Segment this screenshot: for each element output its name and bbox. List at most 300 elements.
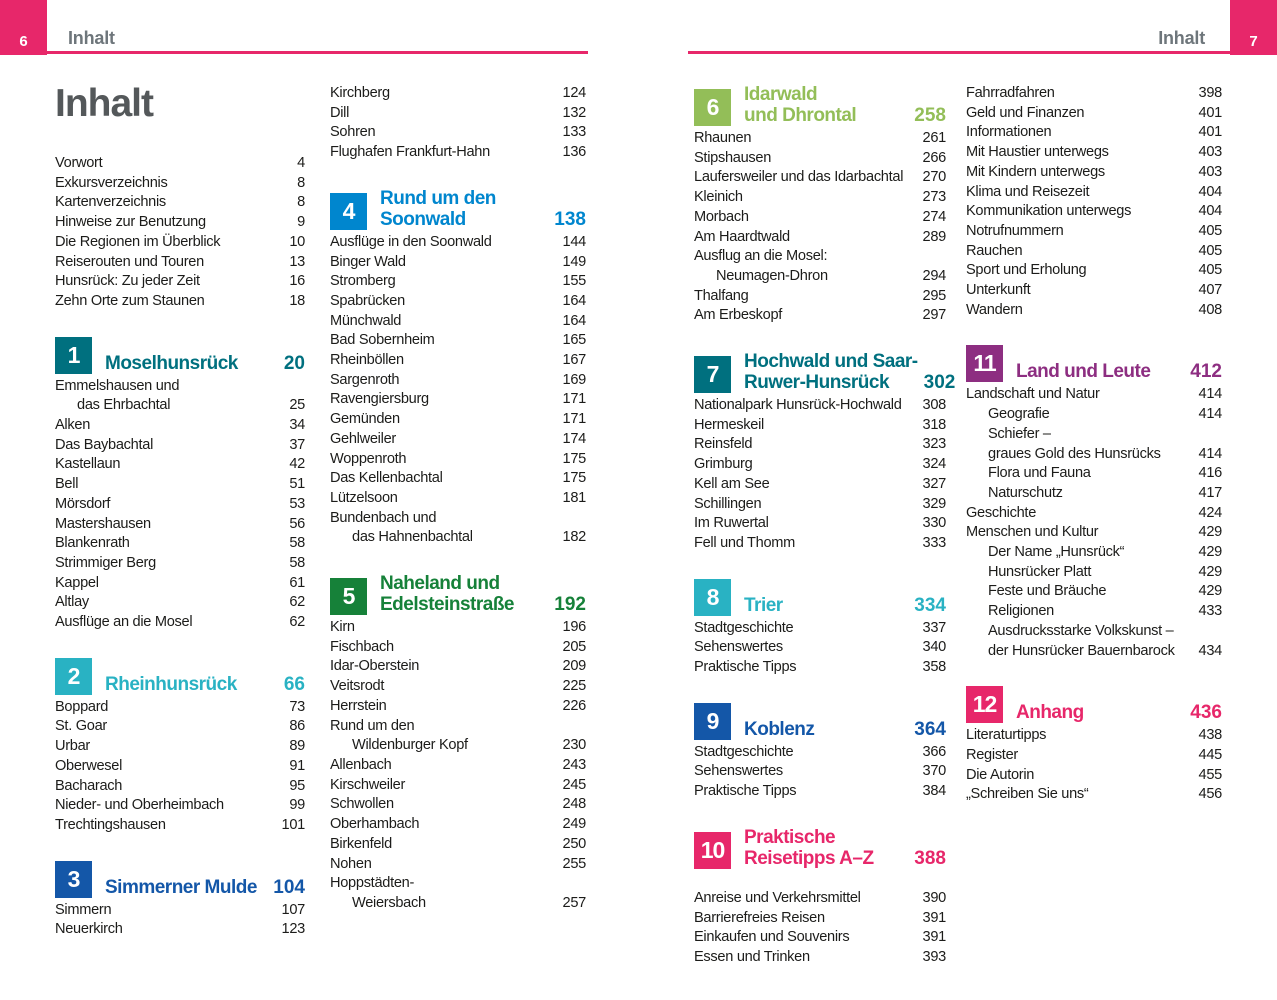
toc-entry [966,523,1222,543]
toc-entry [330,776,586,796]
toc-entry-page: 429 [1198,563,1222,580]
toc-entry-page: 391 [922,909,946,926]
toc-entry-label: Nohen [330,855,372,872]
toc-entry [55,534,305,554]
toc-column-2 [330,84,586,914]
toc-entry [55,292,305,312]
toc-entry-page: 393 [922,948,946,965]
toc-entry-page: 333 [922,534,946,551]
toc-entry-page: 433 [1198,603,1222,620]
toc-entry-page: 429 [1198,524,1222,541]
chapter-title-line: Land und Leute [1016,361,1151,383]
toc-entry [330,894,586,914]
toc-entry-label: das Hahnenbachtal [352,529,473,546]
toc-entry-page: 144 [562,233,586,250]
toc-entry [694,416,946,436]
toc-entry-label: Nationalpark Hunsrück-Hochwald [694,397,902,414]
toc-entry-page: 429 [1198,544,1222,561]
toc-entry [55,554,305,574]
chapter-number-badge: 10 [694,832,731,869]
toc-entry [694,306,946,326]
toc-entry-label: Kirchberg [330,85,390,101]
chapter-title [744,827,874,869]
toc-entry-page: 243 [562,756,586,773]
toc-entry [694,909,946,929]
toc-entry-label: Die Autorin [966,766,1035,783]
toc-entry [966,504,1222,524]
toc-entry [330,143,586,163]
toc-entry-page: 261 [922,130,946,146]
toc-entry-page: 169 [562,371,586,388]
toc-entry [694,619,946,639]
toc-entry-label: Fell und Thomm [694,534,795,551]
toc-entry-label: Am Haardtwald [694,228,790,245]
toc-entry-page: 8 [297,174,305,191]
toc-entry-page: 99 [289,797,305,814]
toc-entry-page: 417 [1198,484,1222,501]
toc-entry [330,489,586,509]
toc-entry-label: Ausflüge an die Mosel [55,614,193,631]
toc-entry-label: der Hunsrücker Bauernbarock [988,642,1175,659]
toc-entry-page: 51 [289,476,305,493]
chapter-title-line: Trier [744,594,783,616]
toc-entry-page: 62 [289,614,305,631]
toc-entry-label: Hinweise zur Benutzung [55,214,206,231]
toc-entry-page: 330 [922,515,946,532]
toc-entry-page: 323 [922,436,946,453]
toc-entry-page: 61 [289,574,305,591]
toc-entry-label: Ausflug an die Mosel: [694,248,828,265]
toc-entry-label: Strimmiger Berg [55,554,156,571]
toc-entry [966,484,1222,504]
toc-entry-page: 58 [289,535,305,552]
toc-entry-label: Lützelsoon [330,489,398,506]
toc-entry-page: 289 [922,228,946,245]
toc-entry-page: 327 [922,475,946,492]
toc-entry-label: Thalfang [694,287,749,304]
toc-entry-label: St. Goar [55,718,107,735]
toc-entry-page: 429 [1198,583,1222,600]
toc-entry [966,642,1222,662]
toc-entry-page: 249 [562,816,586,833]
chapter-page-number: 436 [1190,702,1222,724]
toc-entry-label: Hunsrück: Zu jeder Zeit [55,273,200,290]
toc-entry [966,163,1222,183]
toc-entry [55,436,305,456]
toc-entry-label: Geografie [988,406,1050,423]
toc-entry [966,104,1222,124]
toc-entry [330,697,586,717]
chapter-page-number: 334 [914,594,946,616]
toc-entry [966,123,1222,143]
toc-entry [966,726,1222,746]
toc-entry [55,193,305,213]
toc-entry-page: 404 [1198,183,1222,200]
toc-entry-label: graues Gold des Hunsrücks [988,445,1161,462]
toc-entry [55,475,305,495]
chapter-page-number: 20 [283,352,305,374]
toc-entry-list [694,743,946,802]
toc-entry-list [966,385,1222,661]
toc-entry [55,574,305,594]
toc-column-3 [694,84,956,968]
chapter-page-number: 412 [1190,361,1222,383]
toc-entry-page: 164 [562,312,586,329]
toc-entry [966,563,1222,583]
toc-entry-list [694,889,946,968]
toc-entry [330,657,586,677]
toc-entry [966,143,1222,163]
chapter-number-badge: 11 [966,345,1003,382]
toc-entry-label: Kirschweiler [330,776,406,793]
toc-entry-page: 132 [562,104,586,121]
toc-entry-page: 167 [562,352,586,369]
toc-entry [330,84,586,104]
chapter-heading [330,573,586,615]
toc-entry [694,948,946,968]
chapter-number-badge: 1 [55,337,92,374]
toc-entry-page: 37 [289,436,305,453]
toc-entry [330,272,586,292]
toc-entry-page: 398 [1198,85,1222,101]
toc-entry-list [330,618,586,914]
toc-entry [694,168,946,188]
toc-entry [966,602,1222,622]
chapter-page-number: 302 [923,372,956,394]
toc-entry-page: 257 [562,894,586,911]
toc-entry-label: Sohren [330,124,376,141]
toc-entry-label: Unterkunft [966,282,1031,299]
toc-entry [330,430,586,450]
toc-entry-page: 86 [289,718,305,735]
toc-entry [966,84,1222,104]
toc-entry-label: Stromberg [330,273,396,290]
toc-entry [55,213,305,233]
chapter-number-badge: 12 [966,686,1003,723]
toc-entry [330,677,586,697]
toc-entry [330,528,586,548]
toc-entry-label: Essen und Trinken [694,948,810,965]
toc-entry-label: Blankenrath [55,535,130,552]
toc-entry-page: 174 [562,430,586,447]
toc-entry [966,622,1222,642]
toc-entry [694,762,946,782]
toc-entry [694,287,946,307]
toc-entry [330,371,586,391]
toc-entry-label: Vorwort [55,155,103,171]
toc-entry-label: Bacharach [55,777,123,794]
toc-entry-label: Gehlweiler [330,430,396,447]
toc-entry-page: 250 [562,835,586,852]
toc-entry [330,874,586,894]
toc-entry-page: 230 [562,737,586,754]
toc-entry [966,301,1222,321]
toc-entry [55,253,305,273]
toc-entry-page: 366 [922,743,946,760]
toc-entry-label: Trechtingshausen [55,816,166,833]
toc-entry [55,920,305,940]
toc-entry-page: 438 [1198,727,1222,744]
toc-entry-list [694,129,946,326]
toc-entry [966,785,1222,805]
toc-entry-label: Fahrradfahren [966,85,1055,101]
toc-entry-label: Sargenroth [330,371,400,388]
toc-entry-label: Altlay [55,594,89,611]
toc-entry-label: Reiserouten und Touren [55,253,204,270]
toc-entry-label: Feste und Bräuche [988,583,1107,600]
toc-entry-page: 171 [562,411,586,428]
right-page-number-box [1230,0,1277,55]
toc-entry [694,228,946,248]
chapter-title-line: Idarwald [744,84,818,105]
toc-entry [694,475,946,495]
chapter-title [744,351,918,393]
toc-entry-page: 297 [922,307,946,324]
toc-entry-label: Landschaft und Natur [966,386,1100,403]
toc-entry-label: Klima und Reisezeit [966,183,1090,200]
toc-entry-label: Simmern [55,901,112,918]
chapter-title-line: Soonwald [380,208,466,230]
toc-entry [330,331,586,351]
toc-entry [330,104,586,124]
toc-entry-page: 53 [289,495,305,512]
toc-entry [694,247,946,267]
toc-entry-list [694,396,946,554]
toc-entry-label: „Schreiben Sie uns“ [966,786,1089,803]
toc-entry [55,613,305,633]
toc-entry-page: 123 [281,921,305,938]
chapter-title [380,573,514,615]
toc-entry-page: 414 [1198,445,1222,462]
toc-entry-page: 226 [562,697,586,714]
toc-entry-page: 407 [1198,282,1222,299]
toc-entry-label: Kleinich [694,189,743,206]
toc-entry [694,435,946,455]
toc-entry-page: 16 [289,273,305,290]
toc-entry-label: Münchwald [330,312,402,329]
toc-entry-label: Grimburg [694,456,753,473]
toc-entry-label: Naturschutz [988,484,1063,501]
toc-entry-page: 101 [281,816,305,833]
toc-entry-label: Birkenfeld [330,835,392,852]
chapter-title-line: und Dhrontal [744,105,857,126]
chapter-title-line: Rund um den [380,187,496,209]
chapter-title [1016,361,1150,382]
toc-entry-label: Ausflüge in den Soonwald [330,233,492,250]
toc-entry-page: 273 [922,189,946,206]
toc-entry-list [330,84,586,163]
toc-entry-label: Emmelshausen und [55,377,180,394]
left-running-head: Inhalt [68,28,115,48]
toc-entry-label: Anreise und Verkehrsmittel [694,889,861,906]
chapter-title-line: Naheland und [380,573,500,595]
toc-entry-label: Geschichte [966,504,1037,521]
toc-entry-label: Das Baybachtal [55,436,154,453]
toc-entry-label: Gemünden [330,411,400,428]
chapter-page-number: 192 [554,594,586,616]
toc-entry-label: Menschen und Kultur [966,524,1099,541]
toc-entry-label: Bell [55,476,79,493]
toc-entry-list [55,377,305,633]
chapter-heading [55,658,305,695]
toc-entry [55,737,305,757]
chapter-heading [330,188,586,230]
toc-entry-page: 266 [922,149,946,166]
toc-entry-page: 294 [922,267,946,284]
toc-entry [55,272,305,292]
toc-entry [966,222,1222,242]
toc-entry [966,766,1222,786]
chapter-page-number: 104 [273,876,305,898]
left-header-rule [47,51,588,54]
toc-entry-label: Kell am See [694,475,770,492]
toc-entry-label: Praktische Tipps [694,783,797,800]
toc-entry [55,233,305,253]
toc-entry-label: Ausdrucksstarke Volkskunst – [988,622,1174,639]
toc-entry-list [55,154,305,312]
toc-entry-page: 149 [562,253,586,270]
chapter-heading [694,703,946,740]
toc-entry [694,396,946,416]
toc-entry [966,281,1222,301]
toc-entry-page: 175 [562,470,586,487]
toc-entry-label: Das Kellenbachtal [330,470,443,487]
toc-entry-label: Schiefer – [988,425,1051,442]
toc-entry [55,455,305,475]
toc-entry-label: Schillingen [694,495,762,512]
chapter-heading [694,579,946,616]
toc-entry-label: Literaturtipps [966,727,1047,744]
chapter-number-badge: 6 [694,89,731,126]
toc-entry-page: 181 [562,489,586,506]
toc-entry-page: 434 [1198,642,1222,659]
toc-entry [694,208,946,228]
toc-entry-page: 95 [289,777,305,794]
chapter-title [105,353,238,374]
toc-entry-page: 18 [289,292,305,309]
toc-entry [694,495,946,515]
toc-entry-label: Sehenswertes [694,763,783,780]
chapter-title [1016,702,1084,723]
toc-entry [330,123,586,143]
toc-entry [694,743,946,763]
chapter-number-badge: 3 [55,861,92,898]
toc-entry-page: 124 [562,85,586,101]
toc-entry [966,261,1222,281]
toc-entry-page: 370 [922,763,946,780]
toc-entry [55,757,305,777]
toc-entry-page: 25 [289,397,305,414]
chapter-heading [694,351,956,394]
toc-entry-label: Flora und Fauna [988,465,1091,482]
toc-entry [330,618,586,638]
toc-entry-page: 155 [562,273,586,290]
chapter-page-number: 138 [554,208,586,230]
toc-entry-label: Woppenroth [330,450,407,467]
toc-entry [55,816,305,836]
toc-entry-page: 391 [922,929,946,946]
toc-entry [55,593,305,613]
toc-entry [330,717,586,737]
toc-entry-label: Exkursverzeichnis [55,174,168,191]
toc-entry [694,658,946,678]
toc-entry [694,782,946,802]
toc-entry-page: 401 [1198,104,1222,121]
toc-entry-label: das Ehrbachtal [77,397,171,414]
toc-entry-page: 445 [1198,746,1222,763]
chapter-number-badge: 7 [694,356,731,393]
toc-entry-page: 416 [1198,465,1222,482]
toc-entry-label: Spabrücken [330,292,405,309]
toc-entry-page: 274 [922,208,946,225]
toc-entry [55,416,305,436]
toc-entry-label: Rhaunen [694,130,752,146]
chapter-title [744,84,856,126]
toc-entry-label: Dill [330,104,350,121]
toc-entry-page: 42 [289,456,305,473]
toc-entry-page: 405 [1198,262,1222,279]
toc-entry [330,450,586,470]
toc-entry-page: 329 [922,495,946,512]
chapter-title [105,877,257,898]
toc-entry [330,469,586,489]
toc-entry-page: 295 [922,287,946,304]
toc-entry-label: Stipshausen [694,149,772,166]
toc-entry [694,188,946,208]
toc-entry [694,267,946,287]
toc-entry-label: Informationen [966,124,1052,141]
toc-entry-label: Idar-Oberstein [330,658,420,675]
toc-entry [694,889,946,909]
toc-entry [694,928,946,948]
chapter-number-badge: 4 [330,193,367,230]
toc-entry-label: Stadtgeschichte [694,743,794,760]
toc-column-1 [55,84,305,940]
chapter-number-badge: 2 [55,658,92,695]
chapter-title-line: Simmerner Mulde [105,876,257,898]
toc-entry-label: Kastellaun [55,456,121,473]
toc-entry-label: Mit Kindern unterwegs [966,163,1105,180]
toc-entry-page: 34 [289,417,305,434]
right-page-number: 7 [1249,33,1258,50]
toc-entry-page: 225 [562,678,586,695]
toc-entry-page: 414 [1198,386,1222,403]
chapter-number-badge: 8 [694,579,731,616]
toc-entry-label: Wandern [966,301,1023,318]
toc-entry-label: Geld und Finanzen [966,104,1085,121]
toc-entry-label: Sehenswertes [694,639,783,656]
right-header-rule [688,51,1230,54]
toc-entry [55,777,305,797]
toc-entry-list [55,901,305,940]
toc-entry-label: Am Erbeskopf [694,307,783,324]
toc-entry-label: Rund um den [330,717,415,734]
toc-entry-label: Rheinböllen [330,352,404,369]
toc-entry [966,405,1222,425]
toc-entry [330,292,586,312]
toc-entry-label: Morbach [694,208,749,225]
toc-entry-page: 245 [562,776,586,793]
chapter-title [744,595,783,616]
toc-entry-label: Alken [55,417,91,434]
toc-entry-page: 403 [1198,163,1222,180]
toc-entry-page: 308 [922,397,946,414]
toc-entry-label: Mörsdorf [55,495,111,512]
toc-entry [966,746,1222,766]
toc-entry-page: 89 [289,738,305,755]
toc-entry-page: 337 [922,619,946,636]
chapter-title-line: Rheinhunsrück [105,673,237,695]
